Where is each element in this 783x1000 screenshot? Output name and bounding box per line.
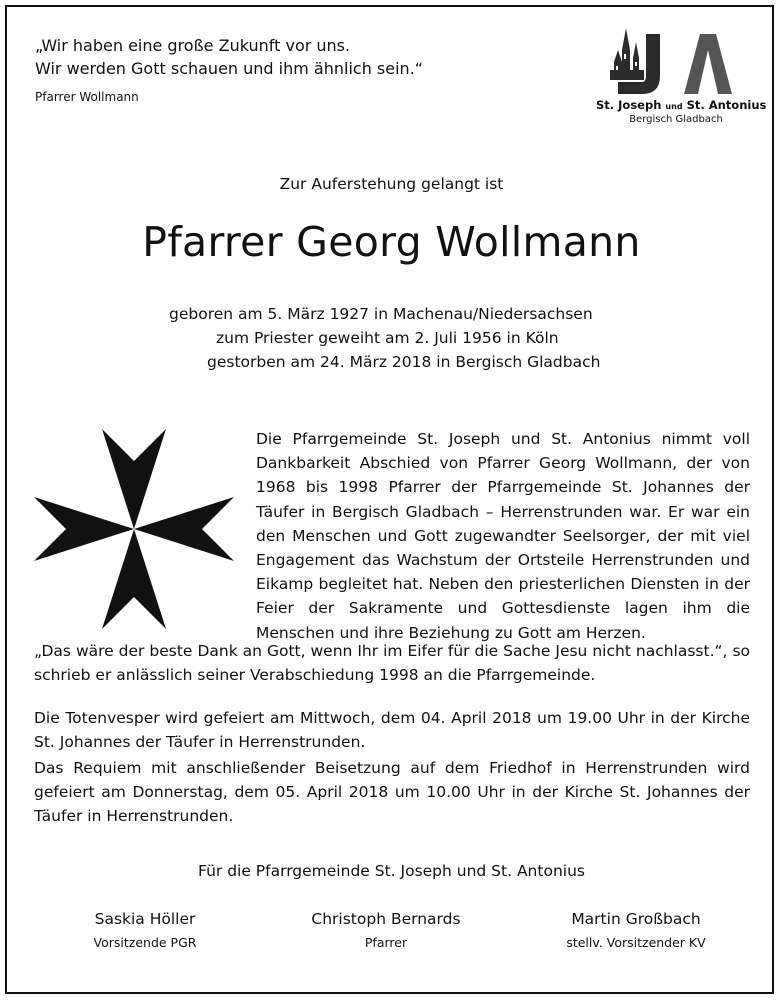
signatory (266, 908, 506, 956)
death-info: gestorben am 24. März 2018 in Bergisch Gladbach (207, 353, 601, 371)
signatory-name: Saskia Höller (94, 910, 196, 928)
signatory (516, 908, 756, 956)
signatory (25, 908, 265, 956)
signoff: Für die Pfarrgemeinde St. Joseph und St. Antonius (198, 862, 585, 880)
signatory-role: Vorsitzende PGR (93, 935, 197, 950)
farewell-quote-paragraph: „Das wäre der beste Dank an Gott, wenn Ihr im Eifer für die Sache Jesu nicht nachlasst.“, so schrieb er anlässlich seiner Verabschiedung 1998 an die Pfarrgemeinde. (34, 642, 750, 685)
requiem-info: Das Requiem mit anschließender Beisetzung auf dem Friedhof in Herrenstrunden wird gefeiert am Donnerstag, dem 05. April 2018 um 10.00 Uhr in der Kirche St. Johannes der Täufer in Herrenstrunden. (34, 759, 750, 826)
birth-info: geboren am 5. März 1927 in Machenau/Niedersachsen (169, 305, 593, 323)
tribute-paragraph: Die Pfarrgemeinde St. Joseph und St. Antonius nimmt voll Dankbarkeit Abschied von Pfarrer Georg Wollmann, der von 1968 bis 1998 Pfarrer der Pfarrgemeinde St. Johannes der Täufer in Bergisch Gladbach – Herrenstrunden war. Er war ein den Menschen und Gott zugewandter Seelsorger, der mit viel Engagement das Wachstum der Ortsteile Herrenstrunden und Eikamp begleitet hat. Neben den priesterlichen Diensten in der Feier der Sakramente und Gottesdienste lagen ihm die Menschen und ihre Beziehung zu Gott am Herzen. (256, 430, 750, 642)
signatory-role: Pfarrer (364, 935, 408, 950)
vespers-info: Die Totenvesper wird gefeiert am Mittwoch, dem 04. April 2018 um 19.00 Uhr in der Kirche St. Johannes der Täufer in Herrenstrunden. (34, 709, 750, 752)
maltese-cross-icon (30, 425, 238, 633)
announcement-intro: Zur Auferstehung gelangt ist (279, 175, 504, 193)
quote-author: Pfarrer Wollmann (35, 90, 139, 104)
epigraph-quote (35, 34, 423, 80)
ordination-info: zum Priester geweiht am 2. Juli 1956 in Köln (216, 329, 559, 347)
signatory-name: Christoph Bernards (311, 910, 461, 928)
logo-location: Bergisch Gladbach (629, 114, 723, 125)
deceased-name: Pfarrer Georg Wollmann (142, 218, 641, 266)
logo-parish-name: St. Joseph und St. Antonius (596, 98, 767, 112)
signatory-role: stellv. Vorsitzender KV (566, 935, 706, 950)
quote-line-2: Wir werden Gott schauen und ihm ähnlich sein.“ (35, 59, 424, 78)
quote-line-1: „Wir haben eine große Zukunft vor uns. (35, 36, 351, 55)
signatory-name: Martin Großbach (571, 910, 701, 928)
church-silhouette-icon (610, 28, 644, 80)
